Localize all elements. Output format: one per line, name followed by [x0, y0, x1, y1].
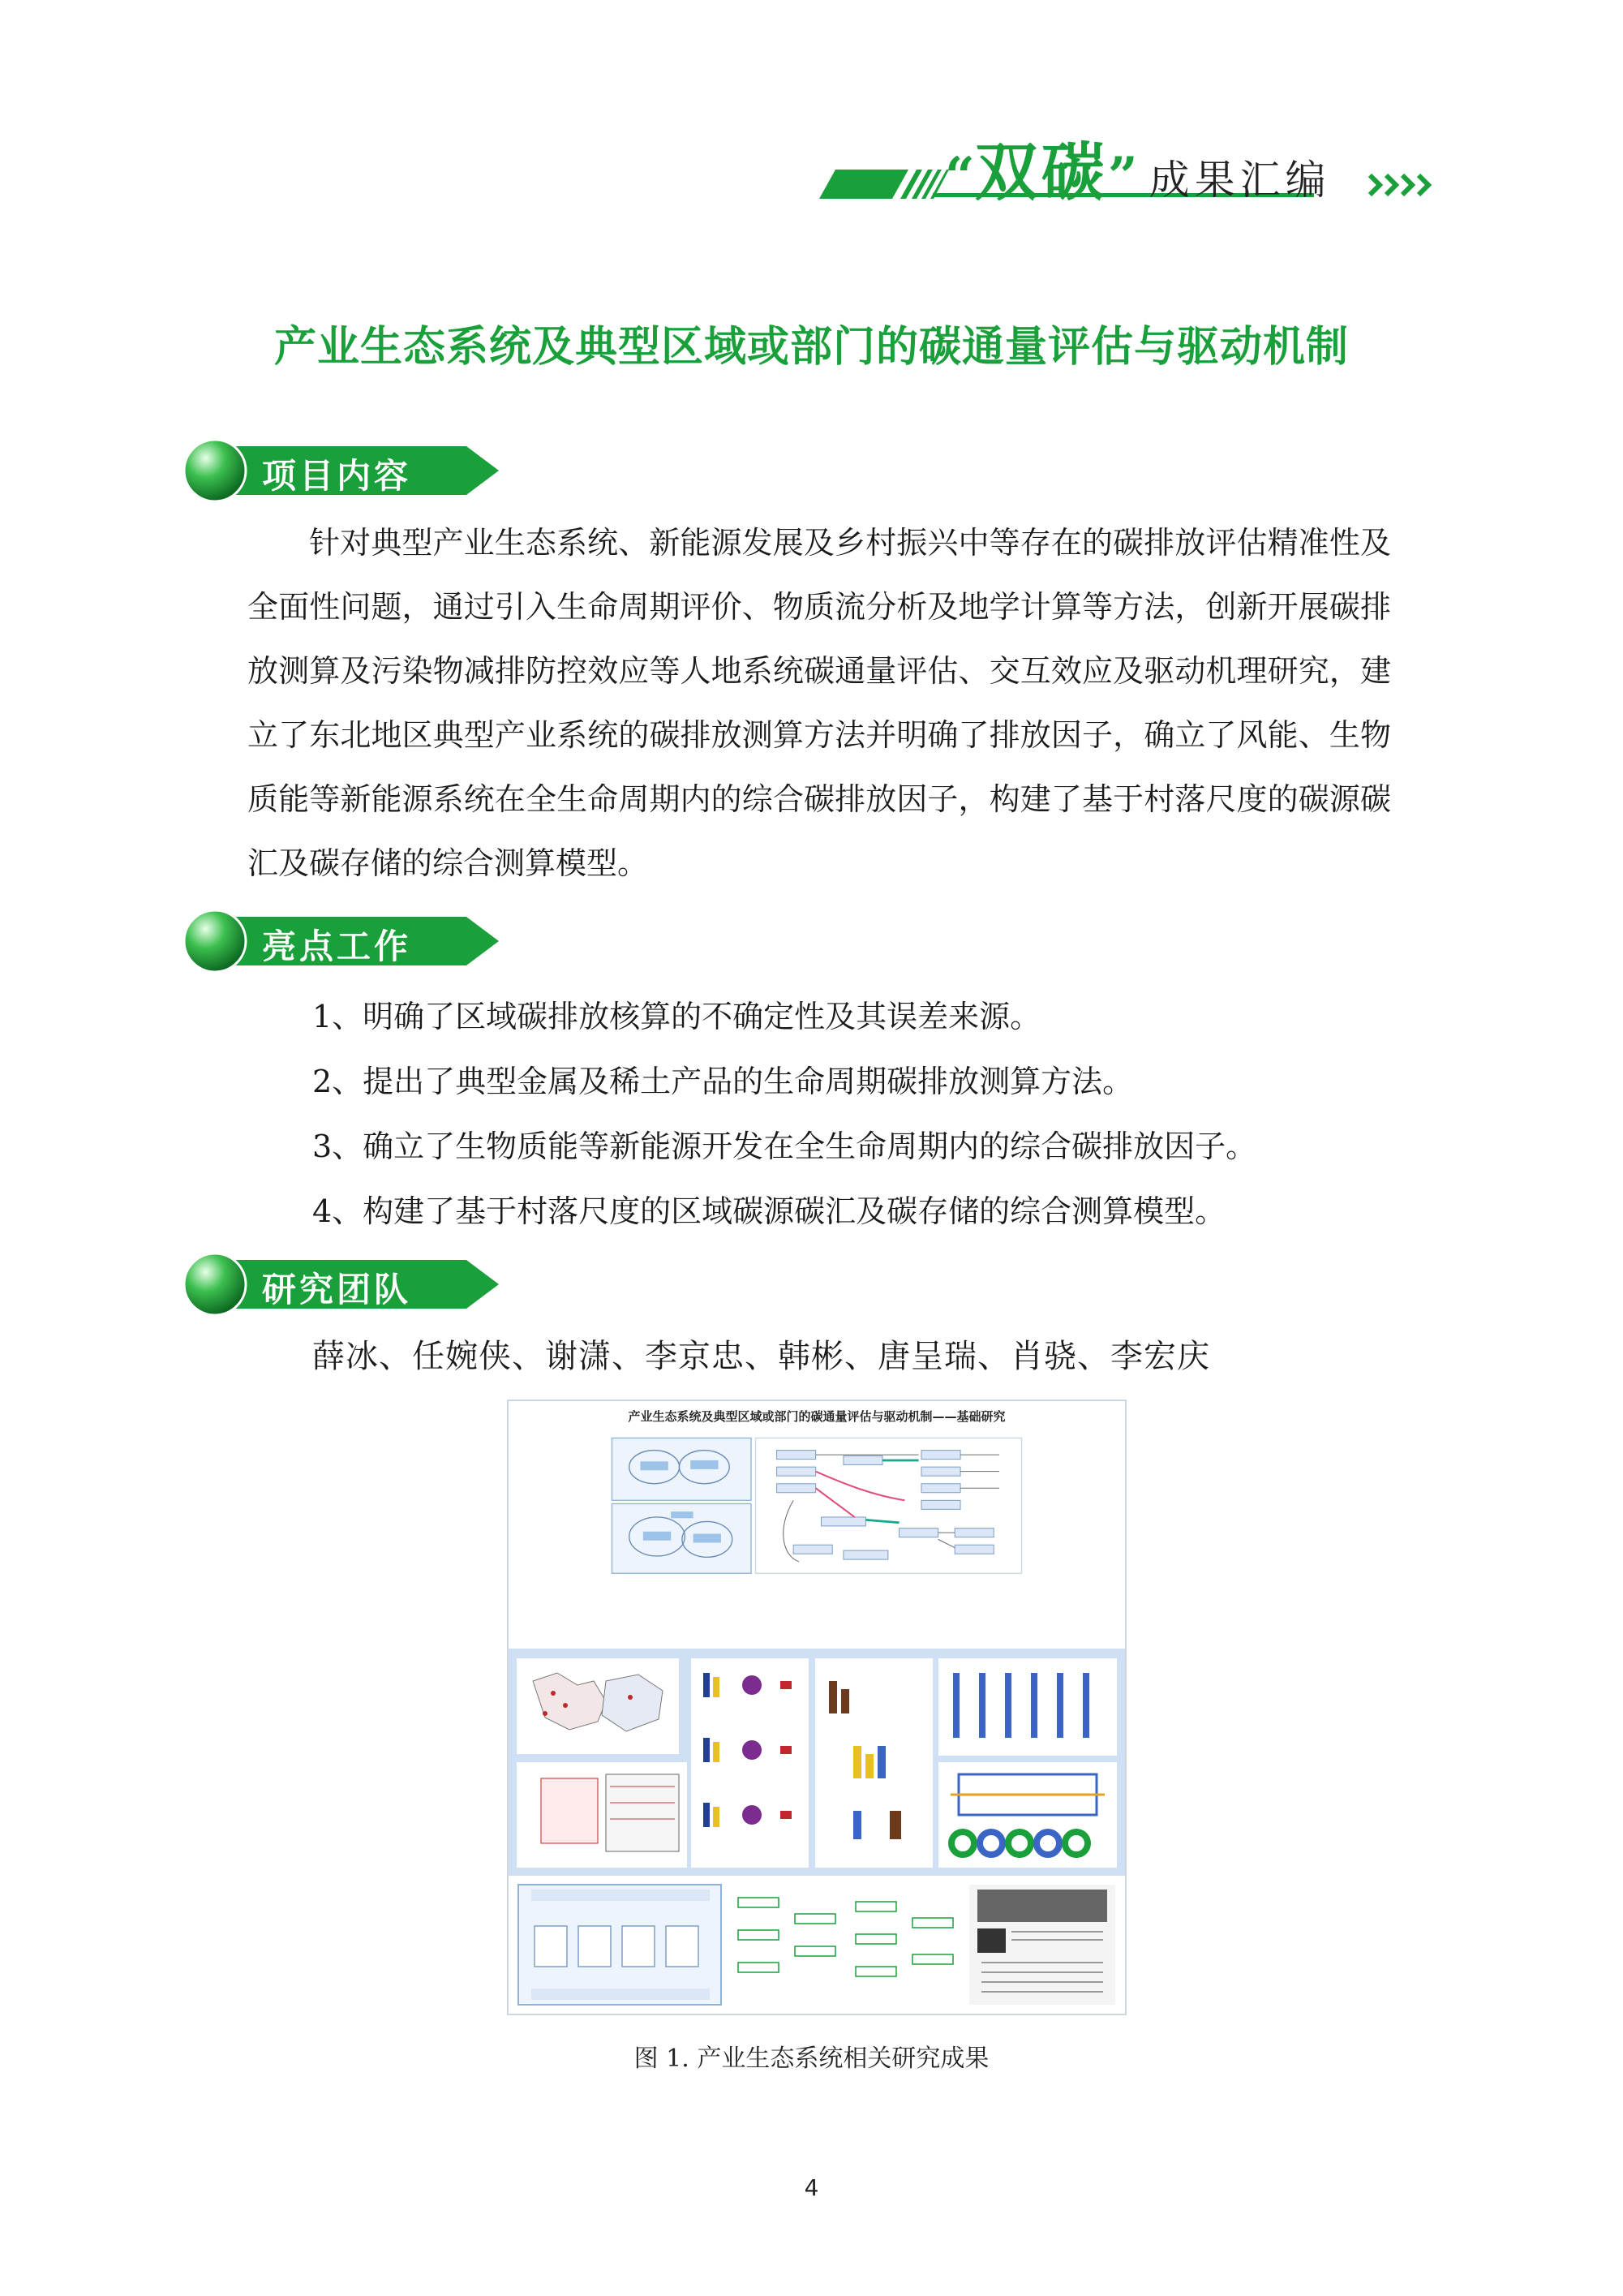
page-number: 4 — [804, 2174, 819, 2201]
research-poster-figure — [507, 1400, 1127, 2015]
list-item: 3、确立了生物质能等新能源开发在全生命周期内的综合碳排放因子。 — [312, 1129, 1257, 1164]
banner-subtitle: 成果汇编 — [1149, 157, 1331, 204]
green-sphere-icon — [182, 909, 247, 974]
close-quote: ” — [1107, 146, 1138, 207]
figure-heading: 产业生态系统及典型区域或部门的碳通量评估与驱动机制——基础研究 — [628, 1409, 1006, 1424]
section-header-highlights — [182, 909, 507, 974]
section-header-research-team — [182, 1252, 507, 1317]
section-label: 研究团队 — [262, 1270, 412, 1309]
list-item: 1、明确了区域碳排放核算的不确定性及其误差来源。 — [312, 999, 1041, 1034]
chart-thumbnails — [509, 1649, 1125, 1876]
section-label: 亮点工作 — [262, 927, 412, 966]
open-quote: “ — [945, 146, 975, 207]
highlights-list — [312, 984, 1391, 1244]
section-label: 项目内容 — [262, 456, 412, 496]
green-sphere-icon — [182, 438, 247, 503]
list-item: 2、提出了典型金属及稀土产品的生命周期碳排放测算方法。 — [312, 1064, 1134, 1099]
list-item: 4、构建了基于村落尺度的区域碳源碳汇及碳存储的综合测算模型。 — [312, 1193, 1226, 1229]
flow-diagram-panel — [515, 1434, 1118, 1576]
team-members: 薛冰、任婉侠、谢潇、李京忠、韩彬、唐呈瑞、肖骁、李宏庆 — [312, 1338, 1210, 1375]
banner-main-title: 双碳 — [974, 135, 1108, 209]
section-header-project-content — [182, 438, 507, 503]
document-title: 产业生态系统及典型区域或部门的碳通量评估与驱动机制 — [273, 323, 1349, 372]
header-banner — [803, 122, 1436, 211]
chevrons-right-icon — [1367, 169, 1432, 201]
charts-maps-panel — [509, 1649, 1125, 1876]
framework-papers-panel — [515, 1881, 1118, 2010]
green-sphere-icon — [182, 1252, 247, 1317]
project-description: 针对典型产业生态系统、新能源发展及乡村振兴中等存在的碳排放评估精准性及全面性问题，通过引入生命周期评价、物质流分析及地学计算等方法，创新开展碳排放测算及污染物减排防控效应等人地系统碳通量评估、交互效应及驱动机理研究，建立了东北地区典型产业系统的碳排放测算方法并明确了排放因子，确立了风能、生物质能等新能源系统在全生命周期内的综合碳排放因子，构建了基于村落尺度的碳源碳汇及碳存储的综合测算模型。 — [247, 525, 1391, 881]
banner-title — [945, 122, 1331, 213]
stripe-decoration — [803, 166, 949, 199]
figure-caption: 图 1. 产业生态系统相关研究成果 — [633, 2044, 990, 2073]
